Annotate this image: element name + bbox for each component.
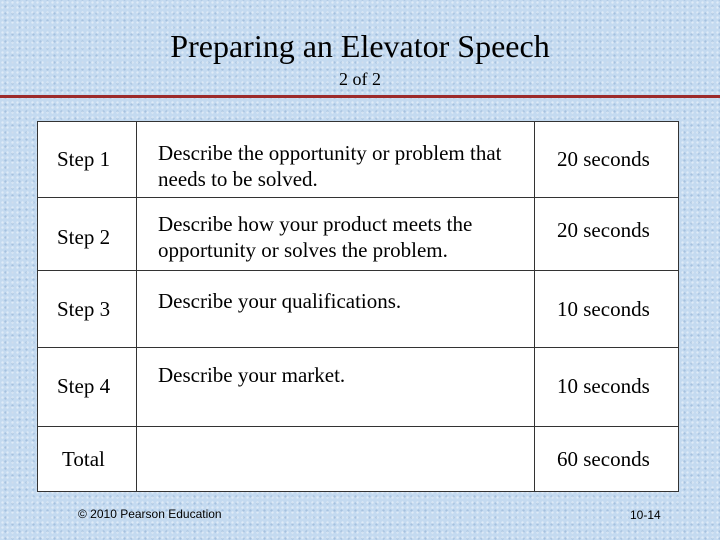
total-time: 60 seconds (557, 447, 650, 471)
copyright-footer: © 2010 Pearson Education (78, 507, 222, 521)
steps-table (37, 121, 679, 492)
column-divider (136, 122, 137, 491)
step-time: 20 seconds (557, 218, 650, 242)
step-time: 10 seconds (557, 374, 650, 398)
column-divider (534, 122, 535, 491)
step-label: Step 4 (57, 374, 111, 398)
slide-title: Preparing an Elevator Speech (170, 28, 550, 64)
step-time: 10 seconds (557, 297, 650, 321)
step-time: 20 seconds (557, 147, 650, 171)
step-label: Step 1 (57, 147, 111, 171)
page-number: 10-14 (630, 508, 661, 522)
step-label: Step 2 (57, 225, 111, 249)
row-divider (38, 426, 678, 427)
slide-subtitle: 2 of 2 (339, 69, 381, 89)
total-label: Total (62, 447, 105, 471)
step-description: Describe how your product meets the opportunity or solves the problem. (158, 212, 473, 262)
step-description: Describe your qualifications. (158, 289, 402, 313)
row-divider (38, 270, 678, 271)
step-description: Describe your market. (158, 363, 346, 387)
title-divider (0, 95, 720, 98)
step-label: Step 3 (57, 297, 111, 321)
step-description: Describe the opportunity or problem that needs to be solved. (158, 141, 502, 191)
row-divider (38, 347, 678, 348)
row-divider (38, 197, 678, 198)
